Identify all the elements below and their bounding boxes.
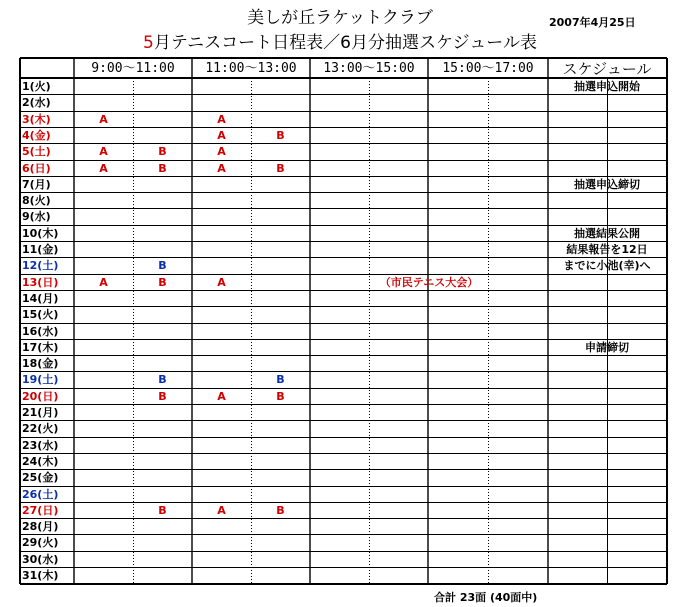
document-subtitle — [0, 33, 680, 53]
day-label: 11(金) — [22, 243, 59, 256]
court-mark: B — [158, 373, 167, 386]
day-label: 24(木) — [22, 455, 59, 468]
day-label: 2(水) — [22, 96, 51, 109]
day-label: 1(火) — [22, 80, 51, 93]
court-mark: A — [99, 113, 108, 126]
event-label: （市民テニス大会） — [379, 276, 479, 289]
day-label: 22(火) — [22, 422, 59, 435]
day-label: 30(水) — [22, 553, 59, 566]
court-mark: B — [276, 504, 285, 517]
court-mark: A — [217, 145, 226, 158]
court-mark: B — [158, 504, 167, 517]
subtitle-text: 月テニスコート日程表／6月分抽選スケジュール表 — [153, 33, 537, 53]
day-label: 27(日) — [22, 504, 59, 517]
day-label: 8(火) — [22, 194, 51, 207]
schedule-note: 申請締切 — [585, 341, 629, 354]
court-mark: A — [217, 390, 226, 403]
header-slot-2: 11:00～13:00 — [205, 61, 297, 76]
day-label: 7(月) — [22, 178, 51, 191]
day-label: 26(土) — [22, 488, 59, 501]
subtitle-month-number: 5 — [143, 33, 154, 53]
schedule-note: 抽選結果公開 — [574, 227, 640, 240]
court-mark: B — [276, 373, 285, 386]
day-label: 19(土) — [22, 373, 59, 386]
day-label: 29(火) — [22, 536, 59, 549]
court-mark: A — [99, 145, 108, 158]
day-label: 16(水) — [22, 325, 59, 338]
schedule-note: 抽選申込開始 — [574, 80, 640, 93]
day-label: 4(金) — [22, 129, 51, 142]
day-label: 13(日) — [22, 276, 59, 289]
court-mark: B — [158, 162, 167, 175]
court-mark: B — [158, 145, 167, 158]
court-mark: B — [276, 129, 285, 142]
day-label: 12(土) — [22, 259, 59, 272]
court-mark: B — [276, 390, 285, 403]
header-slot-4: 15:00～17:00 — [442, 61, 534, 76]
day-label: 18(金) — [22, 357, 59, 370]
day-label: 25(金) — [22, 471, 59, 484]
day-label: 6(日) — [22, 162, 51, 175]
court-mark: B — [158, 390, 167, 403]
day-label: 15(火) — [22, 308, 59, 321]
court-mark: A — [217, 504, 226, 517]
day-label: 3(木) — [22, 113, 51, 126]
day-label: 9(水) — [22, 210, 51, 223]
schedule-note: までに小池(幸)へ — [563, 259, 651, 272]
day-label: 10(木) — [22, 227, 59, 240]
court-mark: B — [158, 259, 167, 272]
issue-date: 2007年4月25日 — [549, 16, 636, 29]
day-label: 31(木) — [22, 569, 59, 582]
day-label: 17(木) — [22, 341, 59, 354]
court-mark: A — [217, 276, 226, 289]
court-mark: A — [99, 276, 108, 289]
schedule-note: 結果報告を12日 — [566, 243, 648, 256]
day-label: 14(月) — [22, 292, 59, 305]
header-slot-3: 13:00～15:00 — [323, 61, 415, 76]
header-slot-1: 9:00～11:00 — [91, 61, 175, 76]
day-label: 28(月) — [22, 520, 59, 533]
header-schedule: スケジュール — [562, 60, 652, 78]
court-mark: B — [276, 162, 285, 175]
court-mark: A — [217, 129, 226, 142]
schedule-note: 抽選申込締切 — [574, 178, 640, 191]
day-label: 5(土) — [22, 145, 51, 158]
total-courts: 合計 23面 (40面中) — [434, 591, 538, 604]
court-mark: B — [158, 276, 167, 289]
day-label: 23(水) — [22, 439, 59, 452]
court-mark: A — [217, 162, 226, 175]
day-label: 20(日) — [22, 390, 59, 403]
document-title: 美しが丘ラケットクラブ — [247, 8, 433, 28]
day-label: 21(月) — [22, 406, 59, 419]
court-mark: A — [99, 162, 108, 175]
court-mark: A — [217, 113, 226, 126]
